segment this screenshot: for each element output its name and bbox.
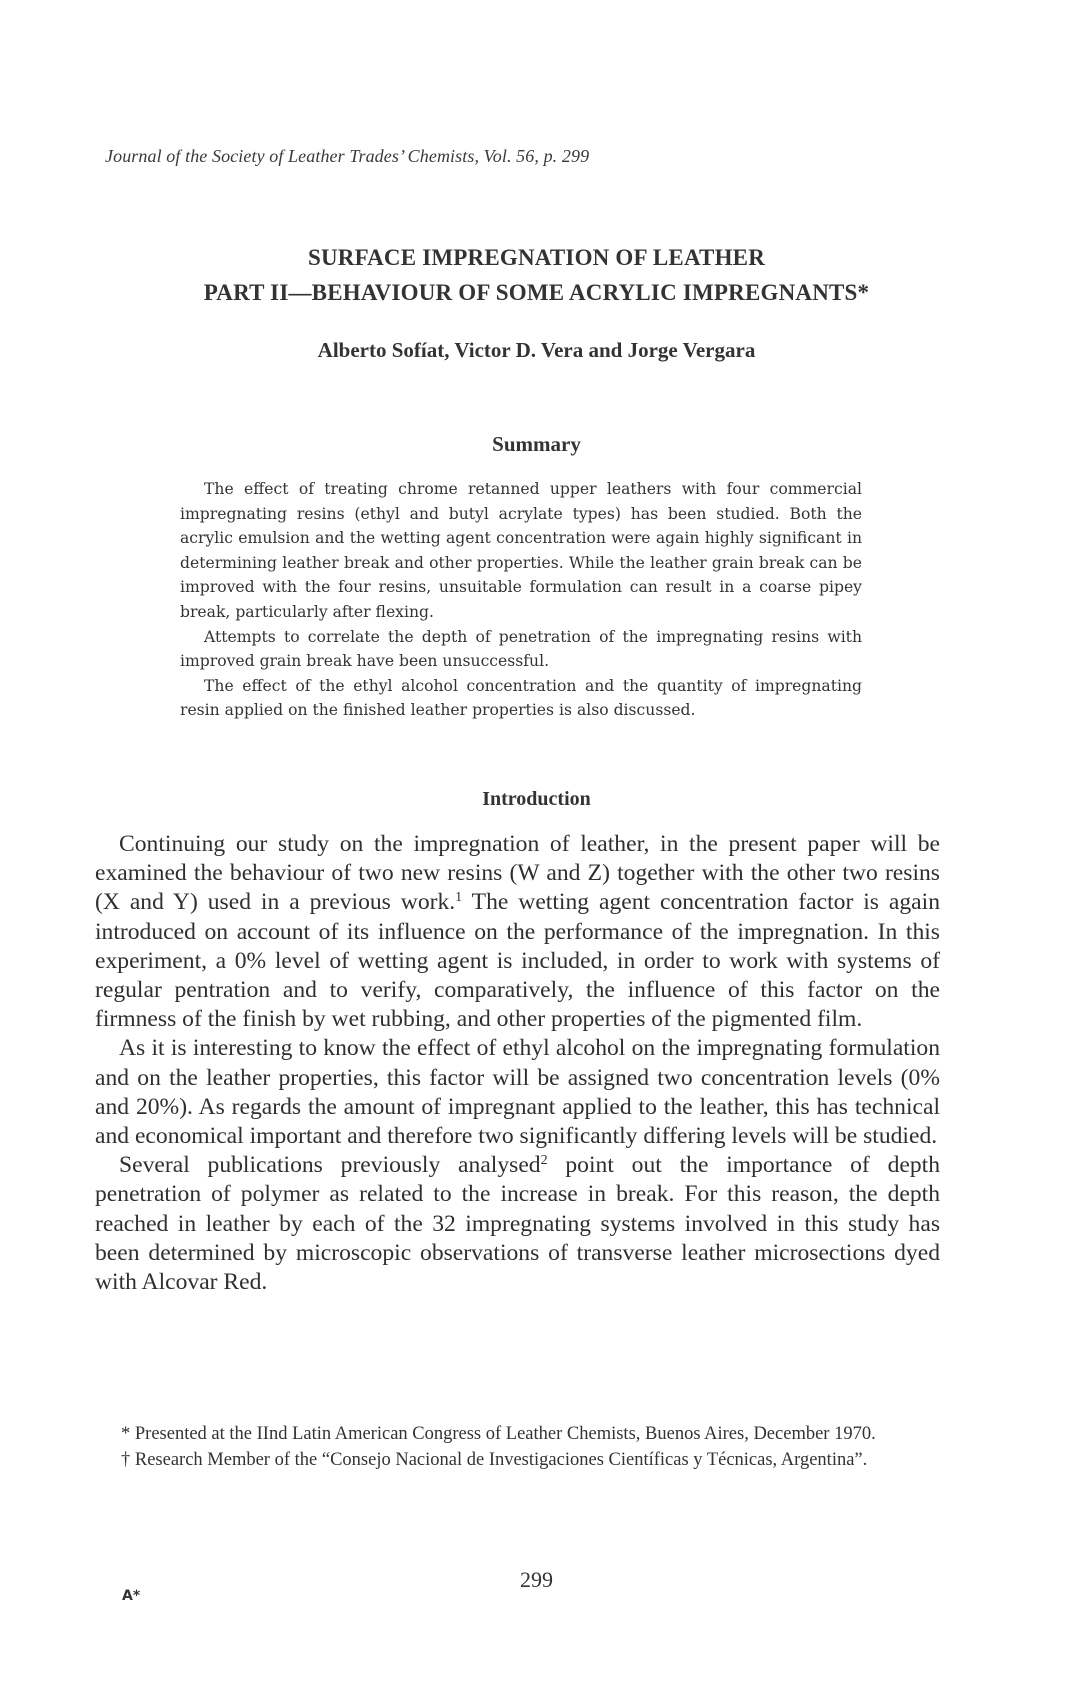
paragraph-text: point out the importance of depth penetration of polymer as related to the increase in break. For this reason, the depth reached in leather by each of the 32 impregnating systems involved in this study has been determined by microscopic observations of transverse leather microsections dyed with Alcovar Red. [95, 1152, 940, 1296]
article-title [0, 240, 1073, 310]
body-paragraph [95, 1151, 940, 1297]
paragraph-text: The wetting agent concentration factor is again introduced on account of its influence on the performance of the impregnation. In this experiment, a 0% level of wetting agent is included, in order to work with systems of regular pentration and to verify, comparatively, the influence of this factor on the firmness of the finish by wet rubbing, and other properties of the pigmented film. [95, 889, 940, 1033]
signature-mark: A* [122, 1588, 141, 1604]
summary-paragraph: The effect of the ethyl alcohol concentration and the quantity of impregnating resin applied on the finished leather properties is also discussed. [180, 676, 862, 720]
body-paragraph [95, 830, 940, 1034]
title-line-1: SURFACE IMPREGNATION OF LEATHER [307, 245, 766, 270]
reference-marker: 1 [455, 890, 463, 906]
summary-paragraph: The effect of treating chrome retanned upper leathers with four commercial impregnating resins (ethyl and butyl acrylate types) has been studied. Both the acrylic emulsion and the wetting agent concentration were again highly significant in determining leather break and other properties. While the leather grain break can be improved with the four resins, unsuitable formulation can result in a coarse pipey break, particularly after flexing. [180, 480, 862, 621]
introduction-body [95, 830, 940, 1297]
reference-marker: 2 [540, 1153, 548, 1169]
summary-paragraph: Attempts to correlate the depth of penetration of the impregnating resins with improved grain break have been unsuccessful. [180, 627, 862, 671]
paragraph-text: Continuing our study on the impregnation of leather, in the present paper will be examined the behaviour of two new resins (W and Z) together with the other two resins (X and Y) used in a previous work. [95, 831, 940, 916]
introduction-heading: Introduction [482, 788, 591, 810]
title-line-2: PART II—BEHAVIOUR OF SOME ACRYLIC IMPREGNANTS* [203, 280, 870, 305]
footnote: † Research Member of the “Consejo Nacional de Investigaciones Científicas y Técnicas, Argentina”. [121, 1450, 868, 1470]
footnote: * Presented at the IInd Latin American Congress of Leather Chemists, Buenos Aires, December 1970. [121, 1424, 876, 1444]
page-number: 299 [520, 1567, 553, 1592]
authors: Alberto Sofíat, Victor D. Vera and Jorge Vergara [317, 338, 756, 362]
footnotes [95, 1421, 940, 1473]
running-head: Journal of the Society of Leather Trades’ Chemists, Vol. 56, p. 299 [105, 146, 590, 166]
summary-heading: Summary [492, 432, 581, 456]
paragraph-text: Several publications previously analysed [119, 1152, 541, 1179]
body-paragraph: As it is interesting to know the effect of ethyl alcohol on the impregnating formulation and on the leather properties, this factor will be assigned two concentration levels (0% and 20%). As regards the amount of impregnant applied to the leather, this has technical and economical important and therefore two significantly differing levels will be studied. [95, 1035, 940, 1150]
summary [180, 477, 862, 723]
